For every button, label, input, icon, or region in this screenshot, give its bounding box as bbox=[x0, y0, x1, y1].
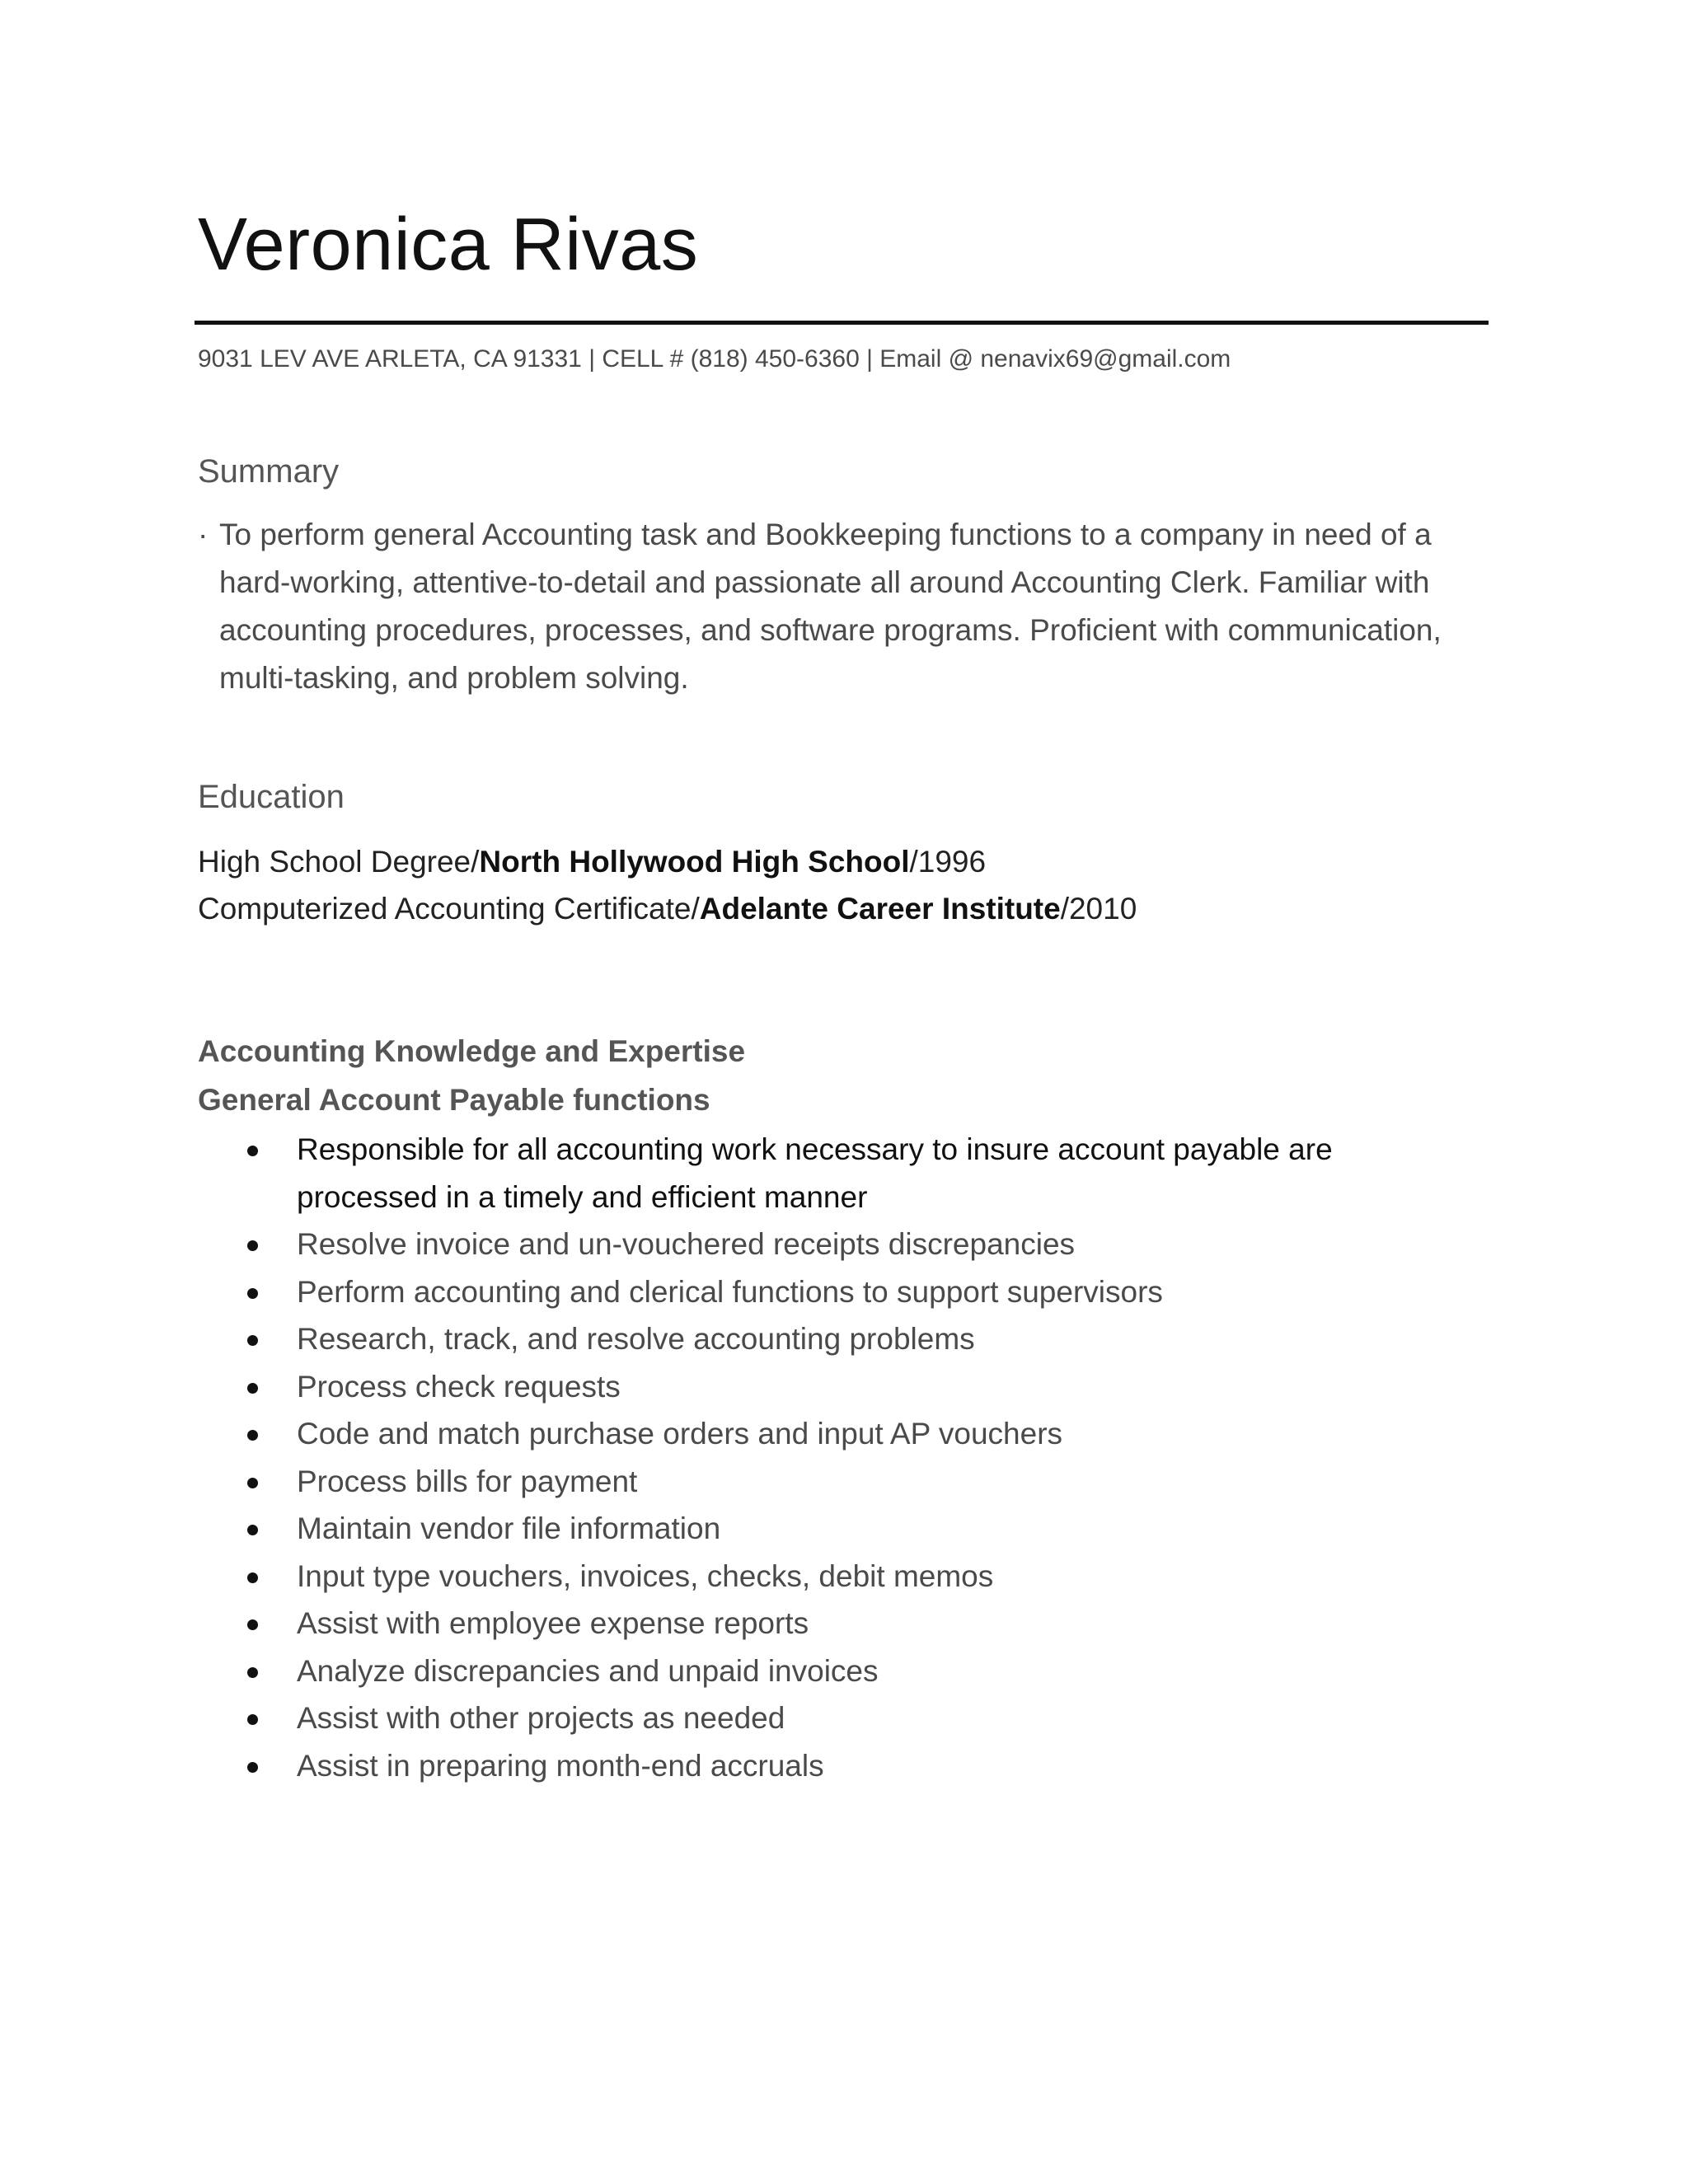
bullet-icon bbox=[247, 1525, 258, 1535]
expertise-heading: Accounting Knowledge and Expertise bbox=[198, 1034, 746, 1068]
list-item-text: Process bills for payment bbox=[297, 1464, 638, 1498]
bullet-icon bbox=[247, 1478, 258, 1488]
bullet-icon bbox=[247, 1335, 258, 1346]
bullet-icon bbox=[247, 1667, 258, 1678]
bullet-icon bbox=[247, 1762, 258, 1773]
list-item-text: Input type vouchers, invoices, checks, debit memos bbox=[297, 1558, 994, 1593]
education-degree: Computerized Accounting Certificate/ bbox=[198, 892, 700, 926]
accounts-payable-subheading: General Account Payable functions bbox=[198, 1083, 710, 1117]
list-item-text: Maintain vendor file information bbox=[297, 1511, 721, 1545]
bullet-icon bbox=[247, 1240, 258, 1251]
list-item bbox=[0, 1410, 1418, 1458]
education-school: Adelante Career Institute bbox=[699, 892, 1061, 926]
education-school: North Hollywood High School bbox=[479, 845, 910, 879]
list-item-text: Analyze discrepancies and unpaid invoices bbox=[297, 1653, 879, 1688]
list-item-text: Assist in preparing month-end accruals bbox=[297, 1748, 824, 1783]
education-degree: High School Degree/ bbox=[198, 845, 480, 879]
list-item bbox=[0, 1126, 1418, 1221]
education-year: /1996 bbox=[909, 845, 987, 879]
list-item-text: Code and match purchase orders and input AP vouchers bbox=[297, 1417, 1063, 1451]
list-item-text: Research, track, and resolve accounting problems bbox=[297, 1322, 975, 1356]
bullet-icon bbox=[247, 1572, 258, 1583]
bullet-icon bbox=[247, 1383, 258, 1394]
summary-heading: Summary bbox=[198, 453, 340, 490]
bullet-icon bbox=[247, 1288, 258, 1299]
list-item bbox=[0, 1505, 1418, 1553]
list-item-text: Process check requests bbox=[297, 1369, 621, 1404]
bullet-icon bbox=[247, 1714, 258, 1725]
summary-text: To perform general Accounting task and Bookkeeping functions to a company in need of a hard-working, attentive-to-detail and passionate all around Accounting Clerk. Familiar with accounting procedures, processes, and software programs. Proficient with communication, multi-tasking, and problem solving. bbox=[219, 518, 1442, 695]
candidate-name: Veronica Rivas bbox=[198, 204, 699, 286]
list-item bbox=[0, 1647, 1418, 1695]
bullet-icon bbox=[247, 1619, 258, 1630]
summary-bullet: · bbox=[198, 518, 209, 551]
list-item bbox=[0, 1553, 1418, 1601]
list-item-text: Assist with employee expense reports bbox=[297, 1606, 809, 1640]
education-heading: Education bbox=[198, 779, 345, 815]
bullet-icon bbox=[247, 1430, 258, 1441]
list-item bbox=[0, 1742, 1418, 1790]
list-item bbox=[0, 1458, 1418, 1506]
list-item-text: Responsible for all accounting work necessary to insure account payable are processed in a timely and efficient manner bbox=[297, 1132, 1333, 1214]
list-item bbox=[0, 1600, 1418, 1647]
list-item-text: Perform accounting and clerical functions to support supervisors bbox=[297, 1274, 1163, 1309]
header-divider bbox=[195, 321, 1489, 325]
bullet-icon bbox=[247, 1146, 258, 1156]
list-item-text: Resolve invoice and un-vouchered receipts discrepancies bbox=[297, 1227, 1076, 1261]
list-item bbox=[0, 1363, 1418, 1411]
contact-info: 9031 LEV AVE ARLETA, CA 91331 | CELL # (818) 450-6360 | Email @ nenavix69@gmail.com bbox=[198, 345, 1231, 373]
summary-paragraph bbox=[198, 511, 1508, 702]
education-entry bbox=[198, 891, 1137, 927]
list-item bbox=[0, 1694, 1418, 1742]
expertise-list bbox=[0, 1126, 1688, 1789]
list-item bbox=[0, 1268, 1418, 1316]
education-entry bbox=[198, 844, 986, 880]
list-item-text: Assist with other projects as needed bbox=[297, 1701, 785, 1735]
education-year: /2010 bbox=[1060, 892, 1137, 926]
list-item bbox=[0, 1221, 1418, 1268]
list-item bbox=[0, 1315, 1418, 1363]
